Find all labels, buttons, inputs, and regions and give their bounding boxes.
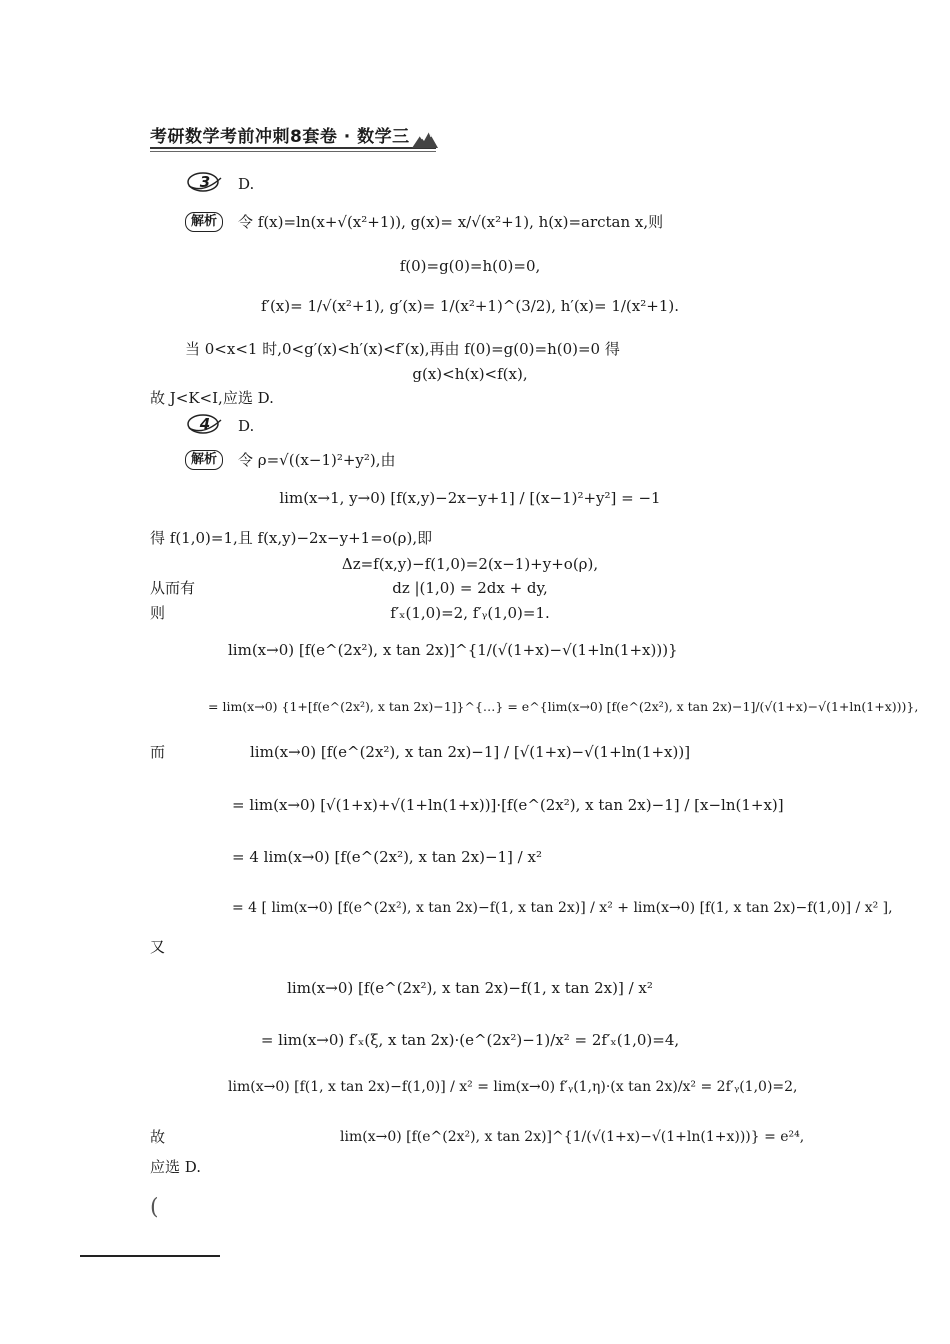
q3-line-5: g(x)<h(x)<f(x), (412, 365, 528, 383)
q4-line-12: = 4 [ lim(x→0) [f(e^(2x²), x tan 2x)−f(1, x tan 2x)] / x² + lim(x→0) [f(1, x tan 2x)−f(1,0)] / x² ], (232, 900, 893, 916)
question-3-badge (185, 170, 225, 194)
q4-line-6: f′ₓ(1,0)=2, f′ᵧ(1,0)=1. (390, 604, 550, 622)
q4-line-13: 又 (150, 938, 166, 956)
footer-rule (80, 1255, 220, 1257)
q4-line-10: = lim(x→0) [√(1+x)+√(1+ln(1+x))]·[f(e^(2x²), x tan 2x)−1] / [x−ln(1+x)] (232, 796, 784, 814)
q4-line-8: = lim(x→0) {1+[f(e^(2x²), x tan 2x)−1]}^{…} = e^{lim(x→0) [f(e^(2x²), x tan 2x)−1]/(√(1+x)−√(1+ln(1+x)))}, (208, 699, 919, 714)
q3-line-1: 令 f(x)=ln(x+√(x²+1)), g(x)= x/√(x²+1), h(x)=arctan x,则 (238, 213, 664, 231)
q4-line-1: 令 ρ=√((x−1)²+y²),由 (238, 451, 396, 469)
q4-line-7: lim(x→0) [f(e^(2x²), x tan 2x)]^{1/(√(1+x)−√(1+ln(1+x)))} (228, 641, 678, 659)
margin-bracket-mark: ( (150, 1195, 159, 1220)
analysis-tag: 解析 (185, 450, 223, 470)
analysis-tag: 解析 (185, 212, 223, 232)
q4-line-5-label: 从而有 (150, 579, 196, 597)
q4-line-15: = lim(x→0) f′ₓ(ξ, x tan 2x)·(e^(2x²)−1)/x² = 2f′ₓ(1,0)=4, (260, 1031, 680, 1049)
question-4-answer: D. (238, 417, 255, 435)
q4-line-2: lim(x→1, y→0) [f(x,y)−2x−y+1] / [(x−1)²+y²] = −1 (279, 489, 661, 507)
q4-line-4: Δz=f(x,y)−f(1,0)=2(x−1)+y+o(ρ), (341, 555, 599, 573)
q4-line-9-label: 而 (150, 743, 166, 761)
question-3-answer: D. (238, 175, 255, 193)
question-4-badge (185, 412, 225, 436)
q3-line-4: 当 0<x<1 时,0<g′(x)<h′(x)<f′(x),再由 f(0)=g(0)=h(0)=0 得 (185, 340, 620, 358)
q4-line-6-label: 则 (150, 604, 166, 622)
q4-line-18: 应选 D. (150, 1158, 202, 1176)
q3-line-3: f′(x)= 1/√(x²+1), g′(x)= 1/(x²+1)^(3/2), h′(x)= 1/(x²+1). (260, 297, 679, 315)
q4-line-17-label: 故 (150, 1128, 166, 1146)
mountain-icon (410, 128, 440, 150)
q3-line-6: 故 J<K<I,应选 D. (150, 389, 274, 407)
question-number: 3 (199, 173, 211, 191)
header-rule (150, 147, 436, 149)
q4-line-14: lim(x→0) [f(e^(2x²), x tan 2x)−f(1, x tan 2x)] / x² (287, 979, 653, 997)
question-number: 4 (199, 415, 211, 433)
q4-line-11: = 4 lim(x→0) [f(e^(2x²), x tan 2x)−1] / x² (232, 848, 542, 866)
q4-line-16: lim(x→0) [f(1, x tan 2x)−f(1,0)] / x² = lim(x→0) f′ᵧ(1,η)·(x tan 2x)/x² = 2f′ᵧ(1,0)=2, (228, 1079, 798, 1095)
q4-line-17: lim(x→0) [f(e^(2x²), x tan 2x)]^{1/(√(1+x)−√(1+ln(1+x)))} = e²⁴, (340, 1129, 805, 1145)
q3-line-2: f(0)=g(0)=h(0)=0, (399, 257, 541, 275)
header-rule-thin (150, 151, 436, 152)
page-header-title: 考研数学考前冲刺8套卷 · 数学三 (150, 127, 410, 147)
q4-line-5: dz |(1,0) = 2dx + dy, (392, 579, 548, 597)
q4-line-9: lim(x→0) [f(e^(2x²), x tan 2x)−1] / [√(1+x)−√(1+ln(1+x))] (250, 743, 691, 761)
q4-line-3: 得 f(1,0)=1,且 f(x,y)−2x−y+1=o(ρ),即 (150, 529, 433, 547)
